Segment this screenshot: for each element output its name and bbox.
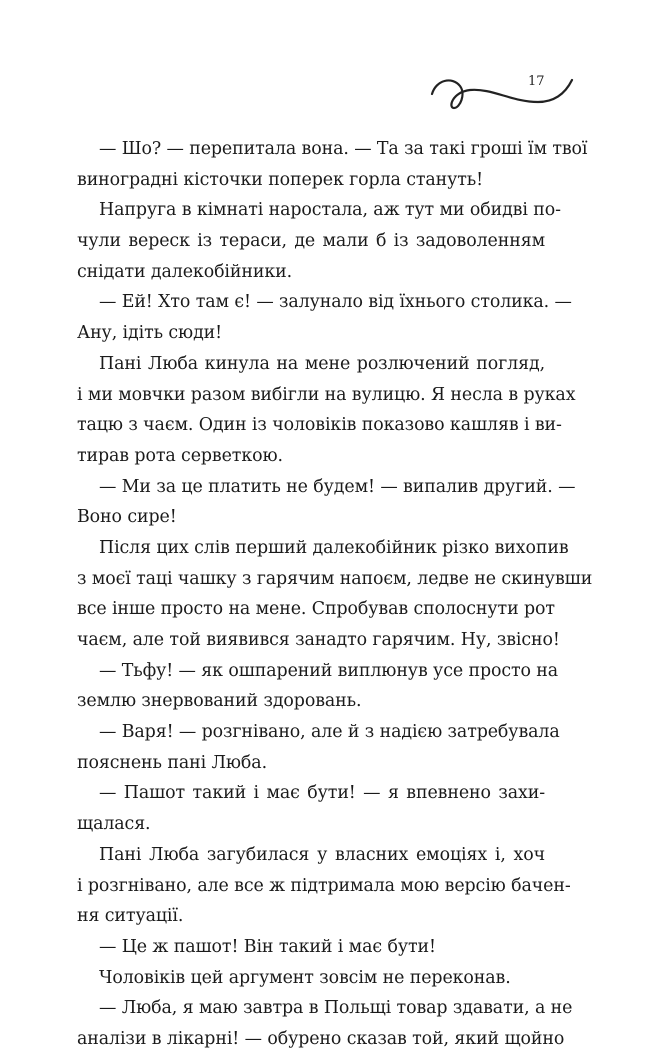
text-line: Напруга в кімнаті наростала, аж тут ми обидві по-: [99, 200, 561, 221]
text-line: тацю з чаєм. Один із чоловіків показово кашляв і ви-: [77, 415, 562, 436]
text-line: і розгнівано, але все ж підтримала мою версію бачен-: [77, 875, 571, 896]
text-line: — Шо? — перепитала вона. — Та за такі гроші їм твої: [99, 139, 588, 159]
text-line: снідати далекобійники.: [77, 261, 293, 282]
body-text: [77, 134, 593, 1055]
text-line: Воно сире!: [77, 507, 177, 528]
page-header: [430, 62, 590, 122]
text-line: виноградні кісточки поперек горла стануть!: [77, 169, 484, 190]
text-line: — Варя! — розгнівано, але й з надією затребувала: [99, 722, 560, 743]
text-line: — Тьфу! — як ошпарений виплюнув усе просто на: [99, 660, 559, 681]
text-line: — Пашот такий і має бути! — я впевнено захи-: [99, 783, 545, 804]
text-line: ня ситуації.: [77, 906, 184, 927]
text-line: тирав рота серветкою.: [77, 445, 283, 466]
text-line: з моєї таці чашку з гарячим напоєм, ледве не скинувши: [77, 568, 593, 589]
text-line: — Ми за це платить не будем! — випалив другий. —: [99, 476, 576, 497]
text-line: все інше просто на мене. Спробував сполоснути рот: [77, 599, 555, 620]
text-line: Чоловіків цей аргумент зовсім не переконав.: [99, 967, 511, 988]
text-line: — Це ж пашот! Він такий і має бути!: [99, 936, 436, 957]
text-line: аналізи в лікарні! — обурено сказав той, який щойно: [77, 1028, 565, 1049]
text-line: землю знервований здоровань.: [77, 691, 362, 712]
text-line: Ану, ідіть сюди!: [77, 323, 223, 344]
text-line: Пані Люба загубилася у власних емоціях і, хоч: [99, 844, 545, 865]
swirl-ornament-icon: [430, 62, 590, 122]
text-line: щалася.: [77, 814, 151, 835]
text-line: — Люба, я маю завтра в Польщі товар здавати, а не: [99, 998, 573, 1019]
text-line: Пані Люба кинула на мене розлючений погляд,: [99, 353, 545, 374]
text-line: чули вереск із тераси, де мали б із задоволенням: [77, 231, 545, 252]
text-line: — Ей! Хто там є! — залунало від їхнього столика. —: [99, 292, 572, 313]
text-line: і ми мовчки разом вибігли на вулицю. Я несла в руках: [77, 384, 576, 405]
text-line: чаєм, але той виявився занадто гарячим. Ну, звісно!: [77, 630, 560, 650]
page-number: 17: [528, 74, 545, 89]
text-line: Після цих слів перший далекобійник різко вихопив: [99, 537, 569, 558]
text-line: пояснень пані Люба.: [77, 752, 268, 773]
